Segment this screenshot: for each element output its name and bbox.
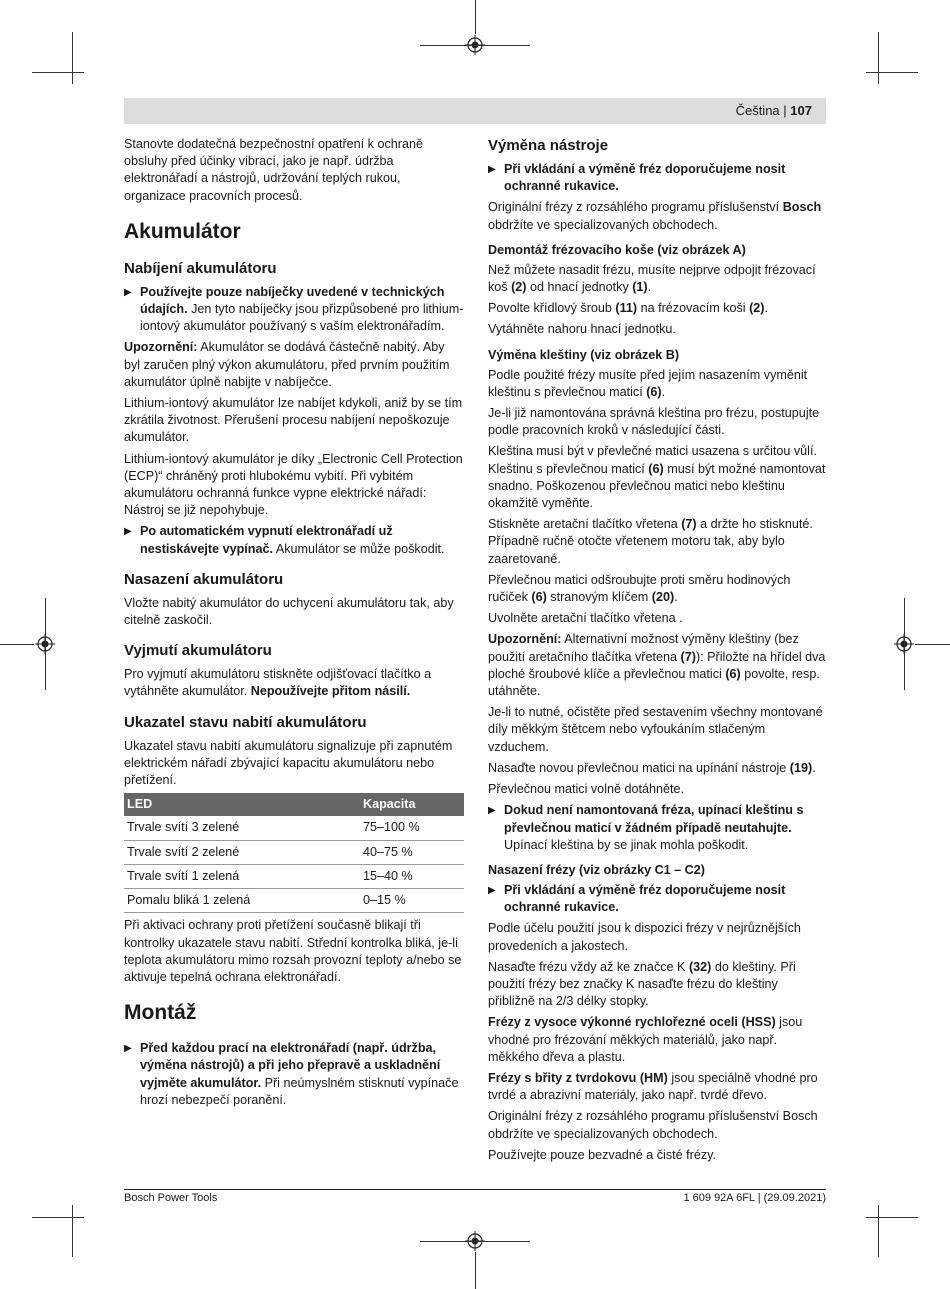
- left-column: [124, 136, 464, 1113]
- paragraph-bold: Frézy z vysoce výkonné rychlořezné oceli (HSS): [488, 1015, 776, 1030]
- table-cell-led: Trvale svítí 1 zelená: [124, 864, 360, 888]
- subsection-vyjmuti: Vyjmutí akumulátoru: [124, 642, 272, 660]
- page-number: 107: [790, 103, 812, 118]
- paragraph: [488, 959, 826, 1011]
- part-number: (7): [681, 517, 697, 532]
- note-text: Akumulátor se dodává částečně nabitý. Aby byl zaručen plný výkon akumulátoru, před prvním použitím akumulátor úplně nabijte v nabíječce.: [124, 340, 450, 389]
- table-row: [124, 840, 464, 864]
- table-cell-capacity: 0–15 %: [360, 889, 464, 913]
- paragraph-text: obdržíte ve specializovaných obchodech.: [488, 217, 718, 232]
- table-row: [124, 864, 464, 888]
- paragraph: [488, 262, 826, 296]
- subheading-demontaz: Demontáž frézovacího koše (viz obrázek A): [488, 242, 746, 257]
- bullet-bold: Dokud není namontovaná fréza, upínací kleštinu s převlečnou maticí v žádném případě neutahujte.: [504, 803, 804, 835]
- bullet-bold: Při vkládání a výměně fréz doporučujeme nosit ochranné rukavice.: [504, 162, 786, 194]
- paragraph: [488, 1070, 826, 1104]
- crop-mark: [420, 1241, 530, 1242]
- paragraph-text: Pro vyjmutí akumulátoru stiskněte odjišťovací tlačítko a vytáhněte akumulátor.: [124, 667, 432, 699]
- paragraph: Je-li to nutné, očistěte před sestavením všechny montované díly měkkým štětcem nebo vyfoukáním stlačeným vzduchem.: [488, 705, 823, 754]
- paragraph: [124, 666, 464, 700]
- table-cell-led: Trvale svítí 3 zelené: [124, 816, 360, 840]
- crop-mark: [904, 598, 905, 690]
- paragraph: Ukazatel stavu nabití akumulátoru signalizuje při zapnutém elektrickém nářadí zbývající kapacitu akumulátoru nebo přetížení.: [124, 738, 453, 788]
- right-column: [488, 136, 826, 1168]
- bullet-item: [124, 523, 464, 557]
- note-paragraph: [488, 631, 826, 700]
- bullet-bold: Před každou prací na elektronářadí (např. údržba, výměna nástrojů) a při jeho přepravě a uskladnění vyjměte akumulátor.: [140, 1041, 441, 1090]
- paragraph-text: .: [647, 280, 652, 295]
- paragraph: [488, 367, 826, 401]
- paragraph: [488, 199, 826, 233]
- section-title-akumulator: Akumulátor: [124, 219, 241, 243]
- note-paragraph: [124, 339, 464, 391]
- part-number: (11): [615, 301, 638, 316]
- paragraph-text: Originální frézy z rozsáhlého programu příslušenství: [488, 200, 783, 215]
- paragraph: Při aktivaci ochrany proti přetížení současně blikají tři kontrolky ukazatele stavu nabití. Střední kontrolka bliká, je-li teplota akumulátoru mimo rozsah provozní teploty a/nebo se aktivuje tepelná ochrana elektronářadí.: [124, 918, 462, 984]
- crop-mark: [878, 32, 879, 84]
- footer-divider: [124, 1189, 826, 1190]
- subsection-vymena: Výměna nástroje: [488, 137, 609, 154]
- paragraph-bold: Frézy s břity z tvrdokovu (HM): [488, 1070, 668, 1085]
- paragraph-text: povolte, resp. utáhněte.: [488, 666, 820, 699]
- paragraph: [488, 300, 826, 317]
- page-header: [124, 98, 826, 124]
- paragraph-text: .: [812, 760, 816, 775]
- section-title-montaz: Montáž: [124, 1001, 197, 1025]
- paragraph-text: na frézovacím koši: [637, 301, 750, 316]
- paragraph: Lithium-iontový akumulátor je díky „Electronic Cell Protection (ECP)“ chráněný proti hlubokému vybití. Při vybitém akumulátoru ochranná funkce vypne elektrické nářadí: Nástroj se již nepohybuje.: [124, 451, 463, 518]
- crop-mark: [72, 32, 73, 84]
- paragraph-text: Než můžete nasadit frézu, musíte nejprve odpojit frézovací koš: [488, 262, 816, 295]
- crop-mark: [0, 644, 34, 645]
- paragraph: [488, 1014, 826, 1066]
- part-number: (6): [531, 590, 547, 605]
- crop-mark: [915, 644, 950, 645]
- paragraph: Používejte pouze bezvadné a čisté frézy.: [488, 1147, 716, 1162]
- paragraph: Převlečnou matici volně dotáhněte.: [488, 782, 685, 797]
- paragraph-text: Převlečnou matici odšroubujte proti směru hodinových ručiček: [488, 572, 791, 605]
- crop-mark: [475, 0, 476, 34]
- header-language: Čeština: [735, 103, 780, 118]
- table-header-capacity: Kapacita: [360, 793, 464, 816]
- part-number: (2): [511, 280, 527, 295]
- subsection-ukazatel: Ukazatel stavu nabití akumulátoru: [124, 713, 367, 731]
- bullet-text: Při neúmyslném stisknutí vypínače hrozí nebezpečí poranění.: [140, 1075, 459, 1107]
- paragraph: [488, 516, 826, 568]
- table-cell-capacity: 40–75 %: [360, 840, 464, 864]
- paragraph-text: Nasaďte novou převlečnou matici na upínání nástroje: [488, 760, 790, 775]
- part-number: (1): [632, 280, 648, 295]
- paragraph-bold: Bosch: [782, 200, 822, 215]
- paragraph-text: jsou speciálně vhodné pro tvrdé a abrazivní materiály, jako např. tvrdé dřevo.: [488, 1070, 818, 1103]
- crop-mark: [32, 72, 84, 73]
- crop-mark: [878, 1205, 879, 1257]
- charge-indicator-table: [124, 793, 464, 913]
- crop-mark: [420, 45, 530, 46]
- footer-brand: Bosch Power Tools: [124, 1192, 218, 1204]
- bullet-item: [124, 284, 464, 336]
- header-text: [736, 103, 812, 118]
- bullet-item: [488, 882, 826, 916]
- table-cell-led: Pomalu bliká 1 zelená: [124, 889, 360, 913]
- bullet-item: [488, 161, 826, 195]
- intro-paragraph: Stanovte dodatečná bezpečnostní opatření k ochraně obsluhy před účinky vibrací, jako je např. údržba elektronářadí a nástrojů, udržování teplých rukou, organizace pracovních procesů.: [124, 137, 423, 203]
- paragraph-text: .: [674, 590, 678, 605]
- paragraph: Je-li již namontována správná kleština pro frézu, postupujte podle pracovních kroků v následující části.: [488, 406, 820, 438]
- paragraph: Podle účelu použití jsou k dispozici frézy v nejrůznějších provedeních a jakostech.: [488, 921, 801, 953]
- table-cell-capacity: 75–100 %: [360, 816, 464, 840]
- table-row: [124, 889, 464, 913]
- bullet-text: Jen tyto nabíječky jsou přizpůsobené pro lithium-iontový akumulátor používaný s vaším elektronářadím.: [140, 302, 464, 334]
- part-number: (2): [749, 301, 765, 316]
- paragraph-text: musí být možné namontovat snadno. Poškozenou převlečnou matici nebo kleštinu okamžitě vyměňte.: [488, 461, 826, 511]
- bullet-item: [124, 1040, 464, 1109]
- note-label: Upozornění:: [488, 632, 562, 647]
- paragraph-text: ): Přiložte na hřídel dva ploché šroubové klíče a převlečnou matici: [488, 649, 826, 681]
- part-number: (6): [725, 666, 741, 681]
- bullet-bold: Po automatickém vypnutí elektronářadí už nestiskávejte vypínač.: [140, 524, 393, 556]
- paragraph-text: stranovým klíčem: [546, 590, 652, 605]
- paragraph-bold: Nepoužívejte přitom násilí.: [250, 684, 411, 699]
- crop-mark: [45, 598, 46, 690]
- paragraph: [488, 572, 826, 606]
- bullet-text: Upínací kleština by se jinak mohla poškodit.: [504, 837, 749, 852]
- table-cell-led: Trvale svítí 2 zelené: [124, 840, 360, 864]
- part-number: (6): [646, 384, 662, 399]
- paragraph-text: Podle použité frézy musíte před jejím nasazením vyměnit kleštinu s převlečnou maticí: [488, 367, 808, 399]
- crop-mark: [72, 1205, 73, 1257]
- paragraph: Vytáhněte nahoru hnací jednotku.: [488, 322, 676, 337]
- paragraph-text: do kleštiny. Při použití frézy bez značky K nasaďte frézu do kleštiny přibližně na 2/3 délky stopky.: [488, 959, 796, 1009]
- crop-mark: [32, 1217, 84, 1218]
- part-number: (19): [789, 760, 813, 775]
- subheading-klestina: Výměna kleštiny (viz obrázek B): [488, 347, 680, 362]
- paragraph-text: Povolte křídlový šroub: [488, 301, 616, 316]
- bullet-item: [488, 802, 826, 854]
- table-cell-capacity: 15–40 %: [360, 864, 464, 888]
- paragraph-text: .: [764, 301, 769, 316]
- paragraph: Uvolněte aretační tlačítko vřetena .: [488, 611, 683, 626]
- bullet-bold: Při vkládání a výměně fréz doporučujeme nosit ochranné rukavice.: [504, 882, 786, 915]
- paragraph-text: Kleština musí být v převlečné matici usazena s určitou vůlí. Kleštinu s převlečnou maticí: [488, 444, 817, 476]
- part-number: (7): [680, 649, 696, 664]
- part-number: (6): [648, 461, 664, 476]
- table-header-led: LED: [124, 793, 360, 816]
- part-number: (20): [651, 590, 675, 605]
- paragraph-text: od hnací jednotky: [526, 280, 633, 295]
- paragraph: Vložte nabitý akumulátor do uchycení akumulátoru tak, aby citelně zaskočil.: [124, 595, 454, 628]
- header-separator: |: [783, 103, 787, 118]
- paragraph-text: a držte ho stisknuté. Případně ručně otočte vřetenem motoru tak, aby bylo zaaretované.: [488, 517, 813, 566]
- paragraph-text: Nasaďte frézu vždy až ke značce K: [488, 959, 689, 974]
- table-row: [124, 816, 464, 840]
- paragraph-text: .: [661, 384, 666, 399]
- note-label: Upozornění:: [124, 340, 198, 355]
- paragraph: Lithium-iontový akumulátor lze nabíjet kdykoli, aniž by se tím zkrátila životnost. Přerušení procesu nabíjení nepoškozuje akumulátor.: [124, 396, 463, 445]
- crop-mark: [866, 72, 918, 73]
- paragraph: [488, 760, 826, 777]
- crop-mark: [866, 1217, 918, 1218]
- footer-doc-id: 1 609 92A 6FL | (29.09.2021): [683, 1192, 826, 1204]
- paragraph-text: jsou vhodné pro frézování měkkých materiálů, jako např. měkkého dřeva a plastu.: [488, 1015, 803, 1064]
- subsection-nabijeni: Nabíjení akumulátoru: [124, 259, 277, 277]
- paragraph-text: Stiskněte aretační tlačítko vřetena: [488, 517, 682, 532]
- subsection-nasazeni: Nasazení akumulátoru: [124, 570, 284, 588]
- paragraph-text: Alternativní možnost výměny kleštiny (bez použití aretačního tlačítka vřetena: [488, 632, 799, 664]
- paragraph: [488, 443, 826, 512]
- part-number: (32): [688, 959, 712, 974]
- subheading-nasazeni-frezy: Nasazení frézy (viz obrázky C1 – C2): [488, 862, 705, 877]
- paragraph: Originální frézy z rozsáhlého programu příslušenství Bosch obdržíte ve specializovaných obchodech.: [488, 1109, 818, 1141]
- table-header-row: [124, 793, 464, 816]
- crop-mark: [475, 1252, 476, 1289]
- bullet-text: Akumulátor se může poškodit.: [273, 541, 445, 556]
- bullet-bold: Používejte pouze nabíječky uvedené v technických údajích.: [140, 284, 445, 317]
